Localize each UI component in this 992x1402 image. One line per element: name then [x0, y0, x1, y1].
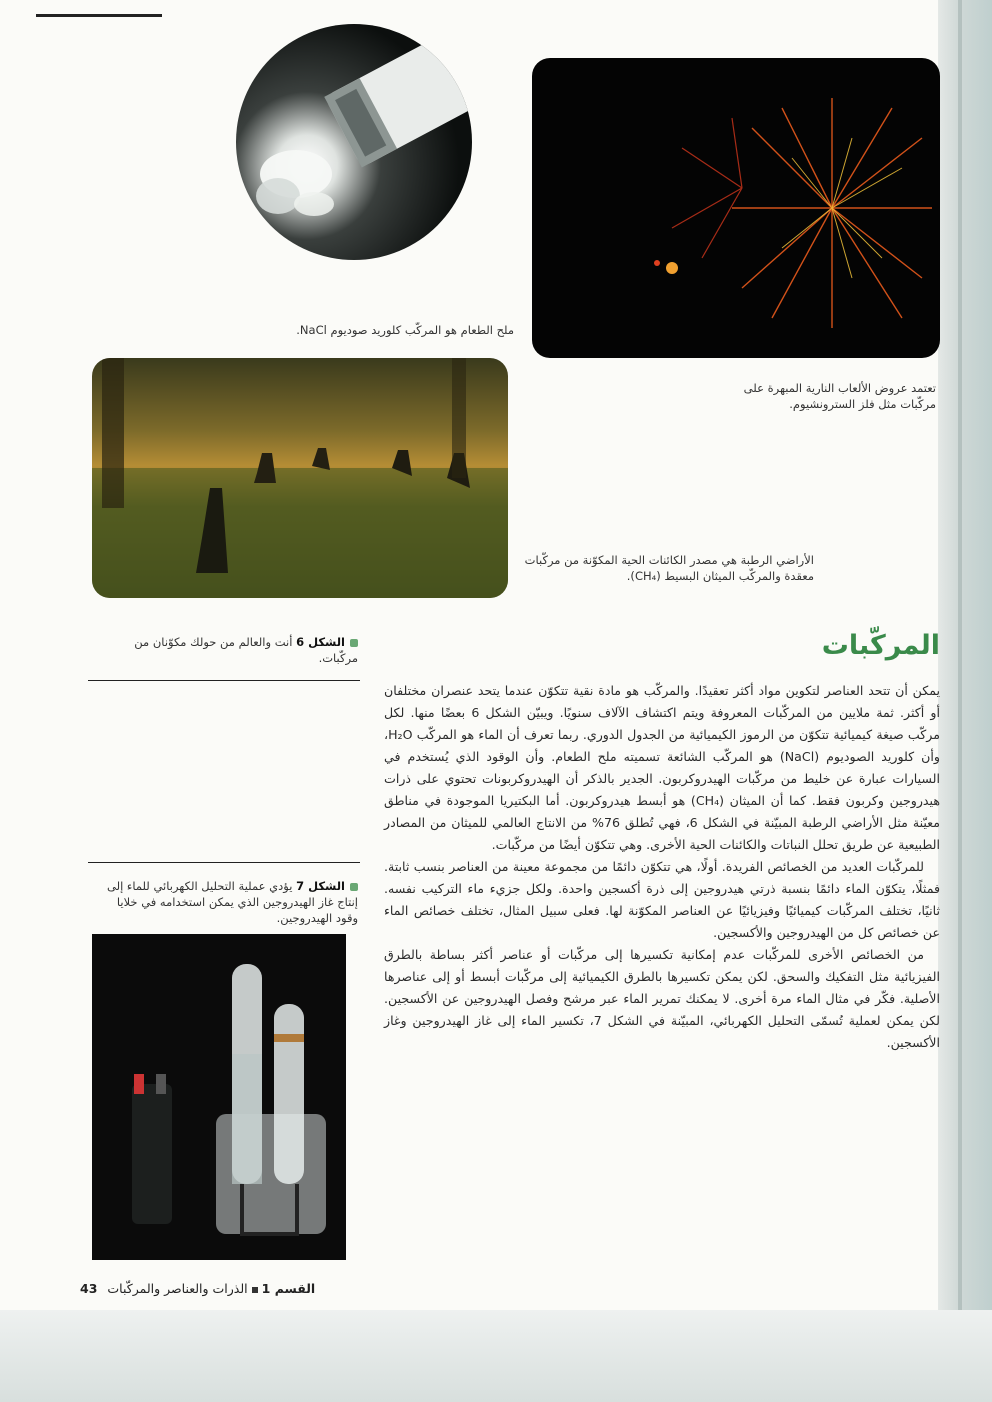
- figure-6-label: الشكل 6: [296, 635, 345, 649]
- page-spine: [958, 0, 962, 1402]
- salt-shaker-photo: [236, 24, 472, 260]
- fireworks-caption: تعتمد عروض الألعاب النارية المبهرة على مركّبات مثل فلز السترونشيوم.: [743, 381, 936, 411]
- fireworks-photo: [532, 58, 940, 358]
- body-paragraph: من الخصائص الأخرى للمركّبات عدم إمكانية تكسيرها إلى مركّبات أو عناصر أكثر بساطة بالطرق الفيزيائية مثل التفكيك والسحق. لكن يمكن تكسيرها بالطرق الكيميائية إلى مركّبات أبسط أو إلى عناصرها الأصلية. فكّر في مثال الماء مرة أخرى. لا يمكنك تمرير الماء عبر مرشح وفصل الهيدروجين عن الأكسجين. لكن يمكن لعملية تُسمّى التحليل الكهربائي، المبيّنة في الشكل 7، تكسير الماء إلى غاز الهيدروجين وغاز الأكسجين.: [384, 947, 941, 1050]
- section-title: المركّبات: [821, 630, 940, 661]
- page-bottom-shadow: [0, 1310, 992, 1402]
- fireworks-illustration: [532, 58, 940, 358]
- salt-caption: ملح الطعام هو المركّب كلوريد صوديوم NaCl.: [296, 323, 514, 337]
- body-paragraph: للمركّبات العديد من الخصائص الفريدة. أولًا، هي تتكوّن دائمًا من مجموعة معينة من العناصر بنسب ثابتة. فمثلًا، يتكوّن الماء دائمًا بنسبة ذرتي هيدروجين إلى ذرة أكسجين واحدة. ولكل جزيء ماء التركيب نفسه. ثانيًا، تختلف المركّبات كيميائيًا وفيزيائيًا عن العناصر المكوّنة لها. فعلى سبيل المثال، تختلف خصائص الماء عن خصائص كل من الهيدروجين والأكسجين.: [384, 859, 940, 940]
- wetland-photo: [92, 358, 508, 598]
- figure-7-rule: [88, 862, 360, 863]
- electrolysis-photo: [92, 934, 346, 1260]
- figure-6-caption: [96, 634, 358, 666]
- wetland-caption: الأراضي الرطبة هي مصدر الكائنات الحية المكوّنة من مركّبات معقدة والمركّب الميثان البسيط (CH₄).: [524, 553, 814, 583]
- figure-7-label: الشكل 7: [296, 879, 345, 893]
- footer-chapter: الذرات والعناصر والمركّبات: [107, 1281, 248, 1296]
- section-body: [384, 680, 940, 1150]
- wetland-illustration: [92, 358, 508, 598]
- figure-7-caption: [96, 878, 358, 926]
- figure-6-rule: [88, 680, 360, 681]
- figure-bullet-icon: [350, 883, 358, 891]
- footer-separator: [252, 1287, 258, 1293]
- body-paragraph: يمكن أن تتحد العناصر لتكوين مواد أكثر تعقيدًا. والمركّب هو مادة نقية تتكوّن عندما يتحد عنصران مختلفان أو أكثر. ثمة ملايين من المركّبات المعروفة ويتم اكتشاف الآلاف سنويًا. ويبيّن الشكل 6 بعضًا منها. لكل مركّب صيغة كيميائية تتكوّن من الرموز الكيميائية من الجدول الدوري. ربما تعرف أن الماء هو المركّب H₂O، وأن كلوريد الصوديوم (NaCl) هو المركّب الشائعة تسميته ملح الطعام. وأن الوقود الذي يُستخدم في السيارات عبارة عن خليط من مركّبات الهيدروكربون. الجدير بالذكر أن الهيدروكربونات تحتوي على ذرات هيدروجين وكربون فقط. كما أن الميثان (CH₄) هو أبسط هيدروكربون. أما البكتيريا الموجودة في مناطق معيّنة مثل الأراضي الرطبة المبيّنة في الشكل 6، فهي تُطلق 76% من الانتاج العالمي للميثان من المصادر الطبيعية عن طريق تحلل النباتات والكائنات الحية الأخرى. وهي تتكوّن أيضًا من مركّبات.: [384, 683, 940, 852]
- salt-shaker-illustration: [236, 24, 472, 260]
- page-number: 43: [80, 1281, 98, 1296]
- figure-6-text: أنت والعالم من حولك مكوّنان من مركّبات.: [134, 635, 358, 665]
- figure-bullet-icon: [350, 639, 358, 647]
- page-footer: [80, 1281, 420, 1305]
- figure-7-text: يؤدي عملية التحليل الكهربائي للماء إلى إنتاج غاز الهيدروجين الذي يمكن استخدامه في خلايا وقود الهيدروجين.: [106, 879, 358, 925]
- footer-unit: القسم 1: [261, 1281, 316, 1296]
- top-rule: [36, 14, 162, 17]
- page-edge: [938, 0, 992, 1402]
- electrolysis-illustration: [92, 934, 346, 1260]
